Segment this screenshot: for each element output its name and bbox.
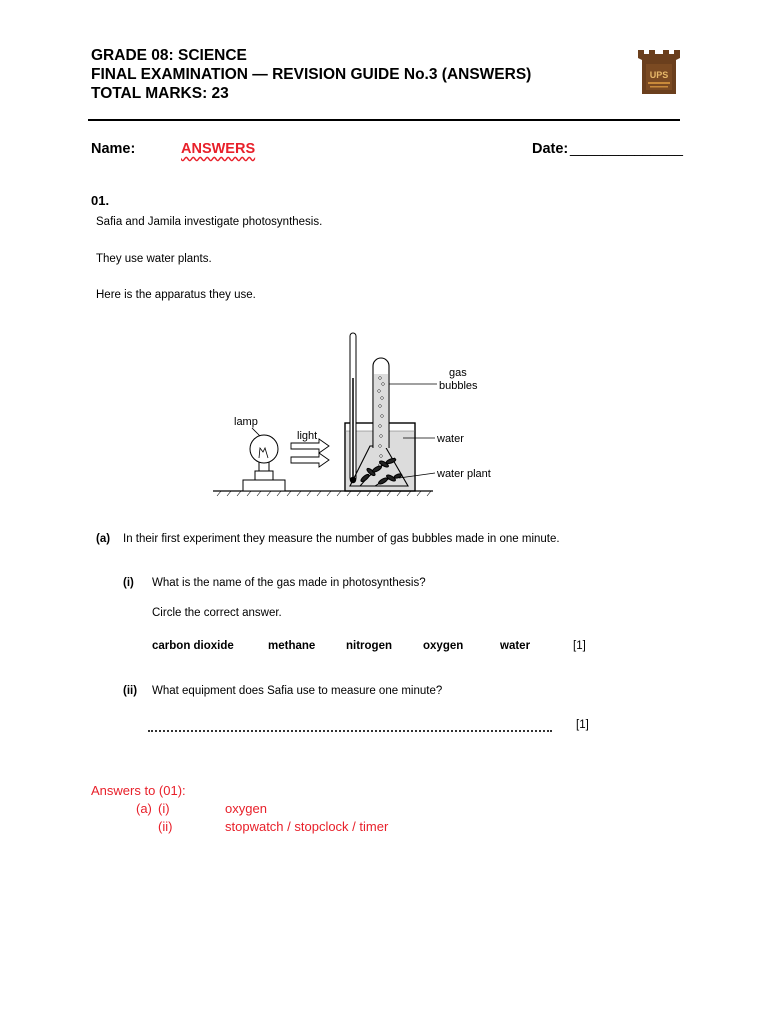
answers-i-label: (i)	[158, 801, 170, 816]
date-label: Date:	[532, 141, 569, 157]
part-a-text: In their first experiment they measure the number of gas bubbles made in one minute.	[123, 533, 560, 545]
logo-lettering: UPS	[649, 70, 669, 80]
option-oxygen: oxygen	[423, 640, 464, 652]
answer-dotted-line	[148, 730, 552, 732]
gas-bubbles-label-2: bubbles	[439, 380, 478, 392]
answers-heading: Answers to (01):	[91, 783, 186, 798]
lamp-icon	[243, 435, 285, 491]
water-label: water	[437, 433, 464, 445]
part-i-label: (i)	[123, 577, 134, 589]
part-i-instruction: Circle the correct answer.	[152, 607, 282, 619]
header-exam-title: FINAL EXAMINATION — REVISION GUIDE No.3 (ANSWERS)	[91, 66, 532, 83]
answers-a-label: (a)	[136, 801, 152, 816]
header-grade: GRADE 08: SCIENCE	[91, 47, 247, 64]
part-a-label: (a)	[96, 533, 111, 545]
header-rule	[88, 119, 680, 121]
question-number: 01.	[91, 193, 110, 208]
lamp-label: lamp	[234, 416, 258, 428]
intro-line-2: They use water plants.	[96, 253, 212, 265]
intro-line-3: Here is the apparatus they use.	[96, 289, 256, 301]
header-total-marks: TOTAL MARKS: 23	[91, 85, 229, 102]
gas-bubbles-label-1: gas	[449, 367, 467, 379]
school-logo	[636, 48, 682, 96]
option-carbon-dioxide: carbon dioxide	[152, 640, 234, 652]
light-label: light	[297, 430, 318, 442]
name-value: ANSWERS	[181, 141, 256, 157]
answers-ii-value: stopwatch / stopclock / timer	[225, 819, 389, 834]
intro-line-1: Safia and Jamila investigate photosynthesis.	[96, 216, 323, 228]
option-methane: methane	[268, 640, 316, 652]
water-plant-label: water plant	[437, 468, 491, 480]
answers-ii-label: (ii)	[158, 819, 173, 834]
part-i-marks: [1]	[573, 640, 586, 652]
light-arrow-icon	[291, 439, 329, 467]
bench-hatching	[217, 491, 431, 496]
lamp-pointer	[252, 428, 260, 436]
option-nitrogen: nitrogen	[346, 640, 392, 652]
option-water: water	[500, 640, 531, 652]
apparatus-diagram	[205, 328, 505, 500]
part-ii-label: (ii)	[123, 685, 138, 697]
date-blank: ______________	[570, 141, 683, 157]
part-i-text: What is the name of the gas made in photosynthesis?	[152, 577, 426, 589]
name-label: Name:	[91, 141, 136, 157]
answers-i-value: oxygen	[225, 801, 267, 816]
part-ii-marks: [1]	[576, 719, 589, 731]
part-ii-text: What equipment does Safia use to measure one minute?	[152, 685, 443, 697]
